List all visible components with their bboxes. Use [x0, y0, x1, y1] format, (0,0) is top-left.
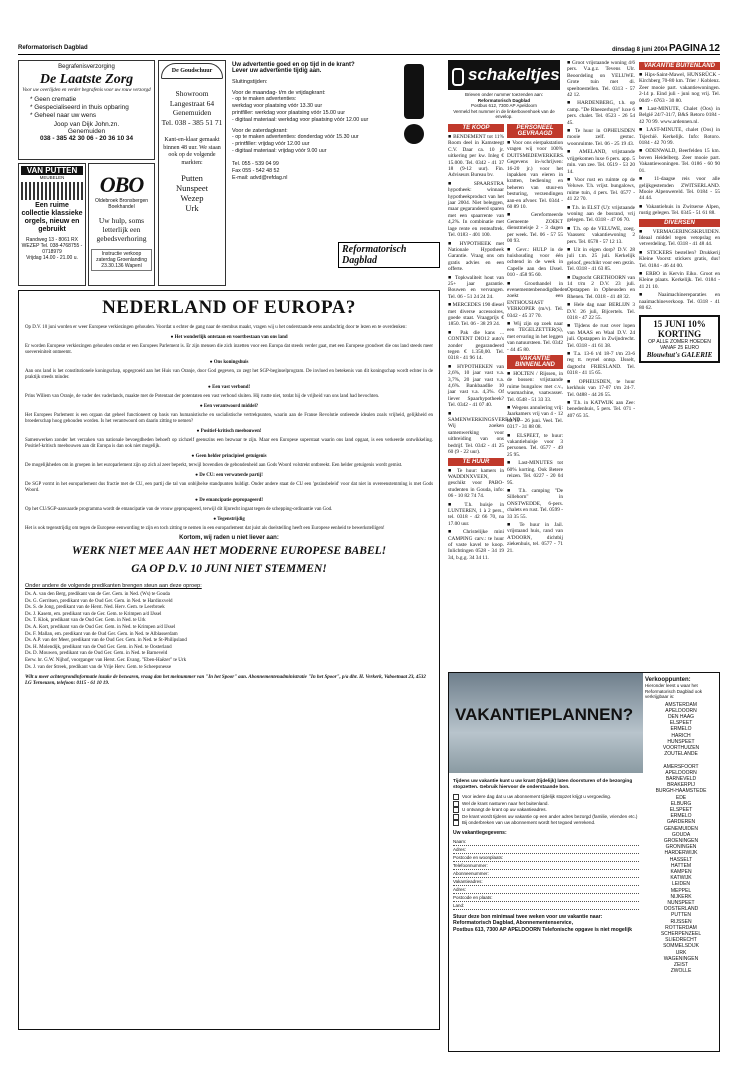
- verkooppunt: PUTTEN: [671, 912, 691, 919]
- article-paragraph: Het Europees Parlement is een orgaan dat geheel functioneert op basis van humanistische en socialistische vertrekpunten, waarin aan de Franse Revolutie ontleende idealen zoals vrijheid, gelijkheid en broederschap hoog gehouden worden. Is het verantwoord om daarin zitting te nemen?: [25, 413, 433, 424]
- article-subheading: ● De emancipatie gepropageerd!: [195, 498, 263, 503]
- exclamation-icon: [392, 64, 436, 144]
- classified-item: ■ Uit in eigen dorp? D.V. 28 juli t.m. 25 juli. Kerkelijk geloof, geschikt voor een gezin. Tel. 0318 - 41 63 85.: [567, 246, 635, 273]
- form-field[interactable]: Postcode en plaats:: [453, 894, 639, 902]
- minister-name: Ds. S. de Jong, predikant van de Herst. Ned. Herv. Gem. te Leerbroek: [25, 605, 165, 611]
- checkbox[interactable]: [453, 794, 459, 800]
- verkooppunt: APELDOORN: [665, 707, 697, 714]
- classified-item: ■ T.a. 13-6 t/d 18-7 t/m 23-6 reg tt. reynel ontsp. IJsselt, dagtocht FRIESLAND. Tel. 0318 - 41 15 65.: [567, 351, 635, 377]
- head-personeel: PERSONEEL GEVRAAGD: [507, 124, 563, 138]
- verkooppunt: ELSPEET: [669, 720, 693, 727]
- verkooppunt: ZWOLLE: [670, 968, 692, 975]
- verkooppunt: GOUDA: [671, 831, 691, 838]
- ad-zorg-bullets: [30, 96, 151, 120]
- form-field[interactable]: Adres:: [453, 886, 639, 894]
- ad-laatste-zorg: [18, 60, 155, 160]
- classified-item: ■ VERMAGERINGSKRUIDEN. Ideaal middel tegen vetopslag en vetverdeling. Tel. 0318 - 41 48 44.: [639, 228, 720, 248]
- verkooppunt: BRAKERPIJ: [667, 782, 695, 789]
- minister-name: Ds. A.P. van der Meer, predikant van de Oud Ger. Gem. in Ned. te St-Philipsland: [25, 638, 187, 644]
- article-paragraph: De SGP vormt in het europarlement dus fractie met de CU, een partij die tal van onbijbelse standpunten huldigt. Onder andere staat de CU een 'gezinsbeleid' voor dat niet in overeenstemming is met Gods Woord.: [25, 482, 433, 493]
- masthead-date: [612, 43, 720, 54]
- notice-maandag: Voor de maandag- t/m de vrijdagkrant:: [232, 90, 326, 96]
- verkooppunt: HASSELT: [669, 856, 693, 863]
- classified-item: ■ Christelijke mini CAMPING carv.: te huur of vaste kavel te koop. Inlichtingen 0528 - 34 19 34, b.g.g. 34 34 11.: [448, 529, 504, 561]
- notice-fax: Fax 055 - 542 48 52: [232, 168, 280, 174]
- classified-item: ■ AMELAND, vrijstaande vrijgekomen luxe 6 pers. app. 5 min. van zee. Tel. 0519 - 53 20 14.: [567, 149, 635, 175]
- goudschuur-tel: Tel. 038 - 385 51 71: [161, 117, 223, 127]
- schak-sub2: Reformatorisch Dagblad: [477, 97, 531, 103]
- obo-text: Uw hulp, soms letterlijk een gebedsverhoring: [96, 216, 147, 243]
- minister-name: Ds. F. Mallan, em. predikant van de Oud Ger. Gem. in Ned. te Alblasserdam: [25, 631, 178, 637]
- classified-item: ■ Te huur in Jail. vrijstaand huis, rand van A'DOORN, dichtbij ziekenhuis, tel. 0577 - 71 21.: [507, 521, 563, 554]
- classified-item: ■ Wegens annulering vrij: Jaarkamers vrij van 4 - 12 tot 19 - 26 juni. Veel. Tel. 0317 - 31 88 08.: [507, 405, 563, 431]
- option-label: De krant wordt tijdens uw vakantie op een ander adres bezorgd (familie, vrienden etc.): [462, 813, 638, 819]
- page-number: 12: [708, 43, 720, 54]
- verkooppunt: HARICH: [671, 732, 691, 739]
- minister-name: Ds. J. Kasem, em. predikant van de Ger. Gem. te Krimpen a/d IJssel: [25, 611, 162, 617]
- verkooppunt: ERMELO: [670, 813, 692, 820]
- minister-name: Ds. H. Molendijk, predikant van de Oud Ger. Gem. in Ned. te Oosterland: [25, 644, 172, 650]
- article-paragraph: Er worden Europese verkiezingen gehouden omdat er een Europees Parlement is. Er zijn mensen die zich inzetten voor een Europa dat steeds verder gaat, met een Europese grondwet die ons land steeds meer soevereiniteit ontneemt.: [25, 344, 433, 355]
- obo-footer: Instructie verkoop zaterdag Groenlanding 23.30.136 Wapenl: [91, 249, 152, 271]
- article-paragraph: Prins Willem van Oranje, de vader des vaderlands, maakte met de Potentaat der potentaten een vast verbond sluiten. Hij rustte niet, totdat hij de vrijheid van ons land had bevochten.: [25, 394, 380, 399]
- ad-vanputten-name: VAN PUTTEN: [21, 166, 83, 175]
- verkooppunt: ELSPEET: [669, 806, 693, 813]
- article-intro: Op D.V. 10 juni worden er weer Europese verkiezingen gehouden. Voordat u echter de gang naar de stembus maakt, vragen wij u het onderstaande eens aandachtig door te lezen en te overdenken:: [25, 325, 407, 330]
- ad-hoeden: [639, 315, 720, 363]
- verkooppunt: KATWIJK: [670, 875, 692, 882]
- form-field[interactable]: Telefoonnummer:: [453, 862, 639, 870]
- head-te-huur: TE HUUR: [448, 458, 504, 466]
- goudschuur-showroom: Showroom: [175, 89, 209, 98]
- article-subheading: ● Tegenstrijdig: [213, 517, 245, 522]
- classified-item: ■ Topkwaliteit hout van 25+ jaar garantie. Bouwen en vervangen. Tel. 06 - 51 24 24 24.: [448, 274, 504, 300]
- classified-item: ■ Te huur: kamers in WADDINXVEEN, geschikt voor PABO-studenten in Gouda, info: 06 - 10 82 74 74.: [448, 467, 504, 500]
- classified-item: ■ Vakantiehuis in Zwitserse Alpen, rustig gelegen. Tel. 0345 - 51 61 88.: [639, 203, 720, 217]
- classified-item: ■ T.h. huisje in LUNTEREN, 1 à 2 pers., tel. 0318 - 42 66 70, na 17.00 uur.: [448, 501, 504, 527]
- verkooppunten-list: [645, 702, 717, 975]
- head-vakantie-binnenland: VAKANTIE BINNENLAND: [507, 355, 563, 369]
- notice-item: werkdag voor plaatsing vóór 13.30 uur: [232, 103, 323, 109]
- article-sign: Kortom, wij raden u niet liever aan:: [179, 535, 279, 541]
- ad-zorg-name: Joop van Dijk John.zn.: [53, 121, 120, 128]
- minister-name: Ds. A. Kort, predikant van de Oud Ger. Gem. in Ned. te Krimpen a/d IJssel: [25, 624, 176, 630]
- classified-item: ■ Voor ons eierpakstation vragen wij voor 100% DUITSMEDEWERKERS. Gegevens in-/schrijven: 16-20 jr.) voor het inpakken van eieren in kratten, bediening en beheren van stuur-en besturing, verzendingen aan-en afvoer. Tel. 0344 - 60 89 10.: [507, 140, 565, 211]
- article-footer: Wilt u meer achtergrondinformatie inzake de bezwaren, vraag dan het meinummer van "In het Spoor" aan. Abonnementenadministratie "In het Spoor", p/a dhr. H. Verkerk, Vaboetnaat 23, 4532 LG Terneuzen, telefoon: 0115 - 61 10 19.: [25, 675, 426, 687]
- form-field[interactable]: Adres:: [453, 846, 639, 854]
- column4-list: [567, 60, 635, 419]
- minister-name: Ds. T. Klok, predikant van de Oud Ger. Gem. in Ned. te Urk: [25, 618, 146, 624]
- ad-vakantieplannen: [448, 672, 720, 1052]
- classified-item: ■ ERBO in Kervin Eiko. Groot en Kleine plaats. Kerkelijk. Tel. 0184 - 41 21 10.: [639, 270, 720, 290]
- verkooppunten-sub: Hieronder leest u waar het Reformatorisch Dagblad ook verkrijgbaar is:: [645, 683, 703, 699]
- schakeltjes-title: schakeltjes: [468, 65, 560, 84]
- vakantie-footer1: Stuur deze bon minimaal twee weken voor uw vakantie naar:: [453, 913, 603, 920]
- classified-item: ■ T.h. in KATWIJK aan Zee: benedenhuis, 5 pers. Tel. 071 - 407 65 35.: [567, 399, 635, 419]
- hoeden-sub: OP ALLE ZOMER HOEDEN VANAF 25 EURO: [648, 339, 711, 352]
- verkooppunt: HATTEM: [670, 862, 692, 869]
- verkooppunt: BURGH-HAAMSTEDE: [655, 788, 707, 795]
- vakantie-binnenland-list: [507, 371, 563, 554]
- classified-item: ■ HYPOTHEKEN van 2,6%, 10 jaar vast v.a. 3,7%, 20 jaar vast v.a. 4,6%. Bankbaadlie 10 jaar vast v.a. 4,3%. Of liever Spaarhypotheek? Tel. 0342 - 41 07 40.: [448, 363, 504, 409]
- form-field[interactable]: Naam:: [453, 838, 639, 846]
- masthead-paper: Reformatorisch Dagblad: [18, 45, 88, 51]
- classified-item: ■ SPAARSTRA hypotheek: winnaar hypotheekproduct van het jaar 2004. Niet beleggen, maar gegarandeerd sparen met een spaarrente van 4,2%. In combinatie met lage rente en renteaftrek. Tel. 0183 - 401 100.: [448, 180, 504, 239]
- verkooppunt: GRONINGEN: [665, 844, 697, 851]
- checkbox[interactable]: [453, 801, 459, 807]
- verkooppunt: ROTTERDAM: [665, 924, 697, 931]
- article-paragraph: De mogelijkheden om in groepen in het europarlement zijn op zich al zeer beperkt, terwijl bovendien de gebondenheid aan Gods Woord volstrekt ontbreekt. Een helder getuigenis wordt gemist.: [25, 463, 403, 468]
- article-paragraph: Aan ons land is het constitutionele koningschap, opgegroeid aan het Huis van Oranje, door God gegeven, zo zegt het SGP-beginselprogram. De invloed en betekenis van dit koningschap wordt echter in de praktijk steeds minder.: [25, 369, 433, 380]
- schak-sub4: Vermeld het nummer in de linkerbovenhoek van de envelop.: [453, 108, 555, 119]
- article-subheading: ● Positief-kritisch meebouwen!: [196, 429, 262, 434]
- market-name: Urk: [185, 203, 199, 213]
- article-subheading: ● Het wonderlijk ontstaan en voortbestaan van ons land: [170, 335, 288, 340]
- te-koop-list: [448, 134, 522, 456]
- head-vakantie-buitenland: VAKANTIE BUITENLAND: [639, 62, 720, 70]
- classified-item: ■ Gereformeerde Gemeente ZOEKT dienstmeisje 2 - 3 dagen per week. Tel. 06 - 57 55 00 93.: [507, 212, 563, 245]
- form-field[interactable]: Land:: [453, 902, 639, 910]
- classified-item: ■ Tijdens de rust over lopen van MAAS en Waal D.V. 24 juli. Opstappen in Zwijndrecht. Tel. 0318 - 41 61 38.: [567, 323, 635, 349]
- schakeltjes-sub: [448, 92, 560, 122]
- classified-item: ■ MERCEDES 190 diesel met diverse accessoires, goede staat. Vraagprijs € 1850. Tel. 06 - 38 29 24.: [448, 302, 504, 328]
- classified-item: ■ Gevr.: HULP in de huishouding voor één ochtend in de week in Capelle aan den IJssel. 010 - 458 95 60.: [507, 246, 563, 279]
- classified-item: ■ BENDEMENT tot 11% Room deel in Kamsteegt C.V. Daar ca. 10 jr. uitkering per kw. Inleg € 15.000. Tel. 0342 - 41 37 18 (9-12 uur). Fin. Adviseurs Bureau bv.: [448, 134, 504, 179]
- buitenland-list: [639, 72, 720, 217]
- classified-item: ■ 11-daagse reis voor alle gelijkgestemden ZWITSERLAND. Mooie Alpenwereld. Tel. 0184 - 55 44 44.: [639, 176, 720, 202]
- classified-item: ■ LAST-MINUTE, chalet (Oos) in Tsjechië. Kerkelijk. Info: Rotoro. 0184 - 42 70 99.: [639, 127, 720, 147]
- minister-name: Ds. A. van den Berg, predikant van de Ger. Gem. in Ned. (Ws) te Gouda: [25, 592, 170, 597]
- verkooppunt: RIJSSEN: [670, 918, 692, 925]
- ad-zorg-place: Genemuiden: [67, 128, 106, 135]
- goudschuur-logo: De Goudschuur: [161, 63, 223, 79]
- classified-item: ■ T.h. op de VELUWE, zoeg. Vaassen: vakantiewoning 2 pers. Tel. 0578 - 57 12 13.: [567, 225, 635, 245]
- vakantie-form-title: Uw vakantiegegevens:: [453, 829, 507, 836]
- verkooppunten-head: Verkooppunten:: [645, 677, 691, 683]
- verkooppunt: AMERSFOORT: [663, 763, 699, 770]
- goudschuur-street: Langestraat 64: [169, 98, 215, 108]
- verkooppunt: ELBURG: [670, 800, 692, 807]
- ad-zorg-phones: 038 - 385 42 30 06 - 20 36 10 34: [39, 135, 134, 142]
- form-field[interactable]: Vakantieadres:: [453, 878, 639, 886]
- checkbox[interactable]: [453, 807, 459, 813]
- verkooppunt: EDE: [675, 794, 687, 801]
- verkooppunt: BARNEVELD: [665, 775, 697, 782]
- minister-name: Ds. D. Mouwen, predikant van de Oud Ger. Gem. in Ned. te Barneveld: [25, 651, 168, 657]
- ad-zorg-subtitle: Voor uw overlijden en verder begrafenis voor uw rouw verzorgd: [22, 88, 151, 93]
- classified-item: ■ Wij zijn op zoek naar een TEGELZETTER(S), met ervaring in het leggen van natuursteen. Tel. 0342 - 44 45 80.: [507, 320, 563, 353]
- ad-vanputten-sub: MEUBELEN: [39, 175, 65, 180]
- classified-item: ■ Te huur in OPHEUSDEN mooie zelf. gestuc. woonruimte. Tel. 06 - 25 19 43.: [567, 128, 635, 147]
- organ-pipes-image: [21, 182, 83, 200]
- personeel-list: [507, 140, 568, 353]
- vakantie-form: [453, 838, 639, 910]
- obo-tag: Oldebroek Bronsbergen Boekhandel: [94, 198, 149, 210]
- notice-item: - printfiller: vrijdag vóór 12.00 uur: [232, 141, 310, 147]
- vakantie-title: VAKANTIEPLANNEN?: [455, 705, 634, 724]
- chain-icon: [452, 68, 464, 86]
- verkooppunt: ZEIST: [673, 962, 689, 969]
- vakantie-footer2: Reformatorisch Dagblad, Abonnementenservice,: [453, 920, 574, 926]
- checkbox[interactable]: [453, 814, 459, 820]
- column-buitenland: [639, 60, 720, 667]
- option-label: Voor iedere dag dat u uw abonnement tijdelijk stopzet krijgt u vergoeding.: [462, 794, 612, 799]
- minister-name: Eerw. hr. G.W. Nijhof, voorganger van Herst. Ger. Evang. "Eben-Haëzer" te Urk: [25, 657, 187, 663]
- verkooppunt: DEN HAAG: [667, 713, 695, 720]
- classified-item: ■ ODENWALD, Beerfelden 15 km. boven Heidelberg. Zeer mooie part. Vakantiewoningen. Tel. 0186 - 60 90 01.: [639, 148, 720, 174]
- verkooppunt: OOSTERLAND: [663, 906, 699, 913]
- classified-item: ■ HOLTEN / Rijssen, in de bossen: vrijstaande ruime bungalow met c.v., wasmachine, vaatwasser. Tel. 0548 - 51 33 33.: [507, 371, 563, 403]
- checkbox[interactable]: [453, 820, 459, 826]
- article-slogan1: WERK NIET MEE AAN HET MODERNE EUROPESE BABEL!: [71, 545, 387, 557]
- vakantie-option[interactable]: [453, 820, 639, 827]
- head-te-koop: TE KOOP: [448, 124, 504, 132]
- minister-name: Ds. J. van der Streek, predikant van de Vrije Herv. Gem. te Scheepsnesse: [25, 664, 172, 670]
- article-slogan2: GA OP D.V. 10 JUNI NIET STEMMEN!: [131, 563, 327, 575]
- column-vakantie-cont: [567, 60, 635, 667]
- classified-item: ■ Naaimachinereparaties en naaimachineverkoop. Tel. 0318 - 41 80 62.: [639, 292, 720, 311]
- classified-item: ■ Dagtocht GRETHOORN van 14 t/m 2 D.V. 23 juli. Opstappen in Opheusden en Rhenen. Tel. 0318 - 41 48 32.: [567, 274, 635, 300]
- ad-zorg-title: De Laatste Zorg: [39, 72, 134, 87]
- verkooppunt: ERMELO: [670, 726, 692, 733]
- article-signed-label: Onder andere de volgende predikanten brengen steun aan deze oproep:: [25, 583, 202, 589]
- verkooppunt: GROENINGEN: [663, 837, 699, 844]
- verkooppunt: ZOUTELANDE: [664, 751, 698, 758]
- classified-item: ■ T.h. in ELST (U): vrijstaande woning aan de bosrand, vrij gelegen. Tel. 0318 - 47 06 70.: [567, 204, 635, 224]
- classified-item: ■ T.h. camping "De Sillehorn" in ONSTWEDDE, 6-pers. chalets en rust. Tel. 0599 - 33 35 55.: [507, 487, 563, 520]
- market-name: Wezep: [180, 193, 204, 203]
- vakantie-options: [453, 794, 639, 827]
- ad-vanputten-address: Randweg 13 - 8061 RX WEZEP Tel. 038-4768755 - 0718979: [21, 237, 83, 255]
- verkooppunt: URK: [675, 949, 687, 956]
- column-te-koop: [448, 122, 522, 667]
- article-subheading: ● Een verantwoord middel?: [199, 404, 259, 409]
- date-text: dinsdag 8 juni 2004: [612, 47, 668, 53]
- notice-item: - op te maken advertenties: donderdag vóór 15.30 uur: [232, 134, 359, 140]
- vakantie-intro: Tijdens uw vakantie kunt u uw krant (tijdelijk) laten doorsturen of de bezorging stopzetten. Gebruik hiervoor de onderstaande bon.: [453, 779, 633, 790]
- market-name: Nunspeet: [175, 183, 209, 193]
- option-label: U ontvangt de krant op uw vakantieadres.: [462, 807, 547, 812]
- notice-sluit: Sluitingstijden:: [232, 79, 268, 85]
- article-title: NEDERLAND OF EUROPA?: [102, 297, 356, 318]
- market-name: Putten: [181, 173, 203, 183]
- page-label: PAGINA: [669, 43, 708, 54]
- notice-tel: Tel. 055 - 539 04 99: [232, 161, 279, 167]
- diversen-list: [639, 229, 720, 312]
- goudschuur-city: Genemuiden: [172, 108, 212, 117]
- notice-email: E-mail: advd@refdag.nl: [232, 175, 288, 181]
- notice-line1: Uw advertentie goed en op tijd in de krant?: [232, 62, 355, 68]
- classified-item: ■ SAMENWERKINGSVERBAND. Wij zoeken samenwerking voor uitbreiding van ons bedrijf. Tel. 0342 - 41 25 60 (9 - 22 uur).: [448, 410, 522, 456]
- zorg-bullet: * Gespecialiseerd in thuis opbaring: [30, 104, 129, 111]
- verkooppunt: LEIDEN: [671, 881, 691, 888]
- ministers-list: [25, 592, 433, 671]
- classified-item: ■ Voor rust en ruimte op de Veluwe. T.h. vrijst. bungalows, ruime tuin, 4 pers. Tel. 0577 - 41 22 70.: [567, 176, 635, 203]
- header-rule: [18, 54, 720, 55]
- article-subheading: ● Een vast verbond!: [207, 385, 251, 390]
- classified-item: ■ Groot vrijstaande woning 4/6 pers. V.a.g.z. Tevens Ulr. Beoordeling on YELUWE. Grote tuin met di. speeltoestellen. Tel. 0313 - 57 42 12.: [567, 60, 635, 99]
- ad-vanputten-slogan: Een ruime collectie klassieke orgels, nieuw en gebruikt: [21, 202, 83, 233]
- column-personeel: [507, 122, 568, 667]
- classified-item: ■ Last-MINUTE, Chalet (Oos) in België 24/7-31/7, B&S Retoro 0184 - 42 70 99. www.ardennen.nl.: [639, 106, 720, 125]
- classified-item: ■ HYPOTHEEK met Nationale Hypotheek Garantie. Vraag ons om gratis advies en een offerte.: [448, 240, 504, 273]
- verkooppunt: GENEMUIDEN: [664, 825, 698, 832]
- zorg-bullet: * Geen crematie: [30, 96, 77, 103]
- notice-item: - op te maken advertenties:: [232, 96, 297, 102]
- form-field[interactable]: Postcode en woonplaats:: [453, 854, 639, 862]
- verkooppunt: HUNSPEET: [667, 738, 695, 745]
- verkooppunt: SLIEDRECHT: [665, 937, 697, 944]
- verkooppunt: WAGENINGEN: [663, 955, 699, 962]
- verkooppunt: AMSTERDAM: [665, 701, 697, 708]
- notice-line2: Lever uw advertentie tijdig aan.: [232, 68, 322, 74]
- schak-sub1: Brieven onder nummer toezenden aan:: [464, 92, 544, 97]
- hoeden-shop: Blouwhut's GALERIE: [646, 351, 713, 360]
- zorg-bullet: * Geheel naar uw wens: [30, 112, 97, 119]
- classified-item: ■ STICKERS bestellen? Drukkerij Kleine Voorst: stickers gratis, dus! Tel. 0184 - 46 44 00.: [639, 249, 720, 269]
- verkooppunt: VOORTHUIZEN: [662, 744, 700, 751]
- ad-obo: [88, 163, 155, 286]
- hoeden-title: 15 JUNI 10% KORTING: [653, 319, 706, 340]
- ad-zorg-top: Begrafenisverzorging: [58, 64, 115, 70]
- notice-item: - digitaal materiaal: vrijdag vóór 9.00 uur: [232, 148, 327, 154]
- article-subheading: ● Geen helder principieel getuigenis: [191, 454, 267, 459]
- verkooppunt: SCHERPENZEEL: [660, 931, 702, 938]
- classified-item: ■ Last-MINUTES tot 60% korting. Ook Betere reizen. Tel. 0227 - 20 04 95.: [507, 460, 563, 486]
- schakeltjes-banner: [448, 60, 560, 90]
- article-subheading: ● De CU: een verwaterde partij!: [195, 473, 263, 478]
- classified-item: ■ Hele dag naar BERLIJN 3 D.V. 26 juli, Bijcertels. Tel. 0318 - 47 22 55.: [567, 302, 635, 322]
- notice-item: - digitaal materiaal: werkdag voor plaatsing vóór 12.00 uur: [232, 117, 369, 123]
- te-huur-list: [448, 468, 504, 562]
- notice-zaterdag: Voor de zaterdagkrant:: [232, 128, 288, 134]
- option-label: Wel de krant nasturen naar het buitenland.: [462, 800, 549, 806]
- vakantie-footer3: Postbus 613, 7300 AP APELDOORN Telefonische opgave is niet mogelijk: [453, 926, 633, 933]
- article-subheading: ● Ons koningshuis: [209, 360, 249, 365]
- form-field[interactable]: Abonneenummer:: [453, 870, 639, 878]
- ad-goudschuur: [158, 60, 226, 286]
- verkooppunt: NUNSPEET: [667, 900, 695, 906]
- classified-item: ■ OPHEUSDEN, te huur kerkhuis van 17-07 t/m 24-7. Tel. 0488 - 44 26 55.: [567, 378, 635, 398]
- verkooppunt: KAMPEN: [670, 868, 692, 875]
- minister-name: Ds. G. Gerritsen, predikant van de Oud Ger. Gem. in Ned. te Hardinxveld: [25, 598, 173, 604]
- verkooppunt: APELDOORN: [665, 769, 697, 776]
- classified-item: ■ ELSPEET, te huur: vakantiehuisje voor 3 personen. Tel. 0577 - 49 25 95.: [507, 432, 563, 458]
- schak-sub3: Postbus 612, 7300 AP Apeldoorn: [471, 103, 537, 108]
- rd-logo: Reformatorisch Dagblad: [338, 242, 440, 268]
- verkooppunt: GARDEREN: [666, 819, 696, 826]
- notice-item: printfiller: werkdag voor plaatsing vóór 15.00 uur: [232, 110, 346, 116]
- article-paragraph: Op het CU/SGP-aanvaarde programma wordt de emancipatie van de vrouw gepropageerd, terwijl dit lijnrecht ingaat tegen de schepping-ordinantie van God.: [25, 507, 333, 512]
- article-paragraph: Het is ook tegenstrijdig om tegen de Europese eenwording te zijn en toch zitting te nemen in een europarlement dat juist als doelstelling heeft een Europese eenheid te bewerkstelligen!: [25, 526, 385, 531]
- article-nederland-of-europa: [18, 290, 440, 1030]
- obo-logo: OBO: [99, 172, 144, 197]
- verkooppunt: MEPPEL: [670, 887, 692, 894]
- classified-item: ■ Hips-Saint-Mawel, HUNSRÜCK - Kirchberg 70-80 km. Trier / Koblenz. Zeer mooie part. vakantiewoningen. 2-14 p. Eind juli - juni nog vrij. Tel. 0049 - 6763 - 30 80.: [639, 72, 720, 104]
- article-body: [25, 325, 433, 532]
- goudschuur-note: Kant-en-klaar gemaakt binnen 48 uur. We staan ook op de volgende markten:: [163, 137, 221, 166]
- verkooppunt: NIJKERK: [670, 893, 692, 900]
- ad-vanputten-hours: Vrijdag 14.00 - 21.00 u.: [26, 255, 78, 261]
- option-label: Bij onderbreken van uw abonnement wordt het tegoed verrekend.: [462, 820, 596, 825]
- article-paragraph: Samenwerken zonder het verzaken van nationale bevoegdheden behoeft op zichzelf geenszins een bezwaar te zijn. Maar een Europese superstaat waarin ons land opgaat, is een verkeerde ontwikkeling. Positief-kritisch meebouwen aan dit Europa is dan ook niet mogelijk.: [25, 438, 433, 449]
- classified-item: ■ Pak die kans ... CONTENT DIO12 auto's zonder gegarandeerd tegen € 1.350,00. Tel. 0318 - 41 96 14.: [448, 329, 504, 362]
- classified-item: ■ Groothandel in evenementenbenodigdheden zoekt een ENTHOUSIAST VERKOPER (m/v). Tel. 0342 - 45 37 70.: [507, 280, 568, 319]
- head-diversen: DIVERSEN: [639, 219, 720, 227]
- classified-item: ■ HARDENBERG, t.h. op camp. "De Rheezerhuys" luxe 6 pers. chalet. Tel. 0523 - 26 54 45.: [567, 100, 635, 126]
- verkooppunt: HARDERWIJK: [664, 850, 698, 857]
- ad-van-putten: [18, 163, 86, 286]
- goudschuur-markets: [161, 173, 223, 213]
- verkooppunt: SOMMELSDIJK: [663, 943, 699, 950]
